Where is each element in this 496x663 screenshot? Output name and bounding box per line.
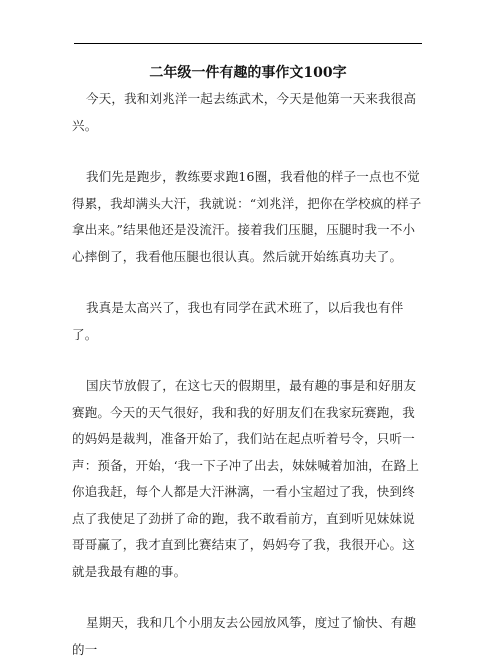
paragraph-1: 今天，我和刘兆洋一起去练武术，今天是他第一天来我很高兴。 [72,91,417,133]
paragraph-2: 我们先是跑步，教练要求跑16圈，我看他的样子一点也不觉得累，我却满头大汗，我就说：“刘兆洋，把你在学校疯的样子拿出来。”结果他还是没流汗。接着我们压腿，压腿时我一不小心摔倒了，我看他压腿也很认真。然后就开始练真功夫了。 [72,169,422,264]
document-title: 二年级一件有趣的事作文100字 [149,65,347,81]
paragraph-3: 我真是太高兴了，我也有同学在武术班了，以后我也有伴了。 [72,300,404,342]
header-rule [74,43,422,44]
document-body [72,86,424,663]
paragraph-5: 星期天，我和几个小朋友去公园放风筝，度过了愉快、有趣的一 [72,615,417,657]
paragraph-4: 国庆节放假了，在这七天的假期里，最有趣的事是和好朋友赛跑。今天的天气很好，我和我的好朋友们在我家玩赛跑，我的妈妈是裁判，准备开始了，我们站在起点听着号令，只听一声：预备，开始，‘我一下子冲了出去，妹妹喊着加油，在路上你追我赶，每个人都是大汗淋漓，一看小宝超过了我，快到终点了我使足了劲拼了命的跑，我不敢看前方，直到听见妹妹说哥哥赢了，我才直到比赛结束了，妈妈夸了我，我很开心。这就是我最有趣的事。 [72,378,420,579]
